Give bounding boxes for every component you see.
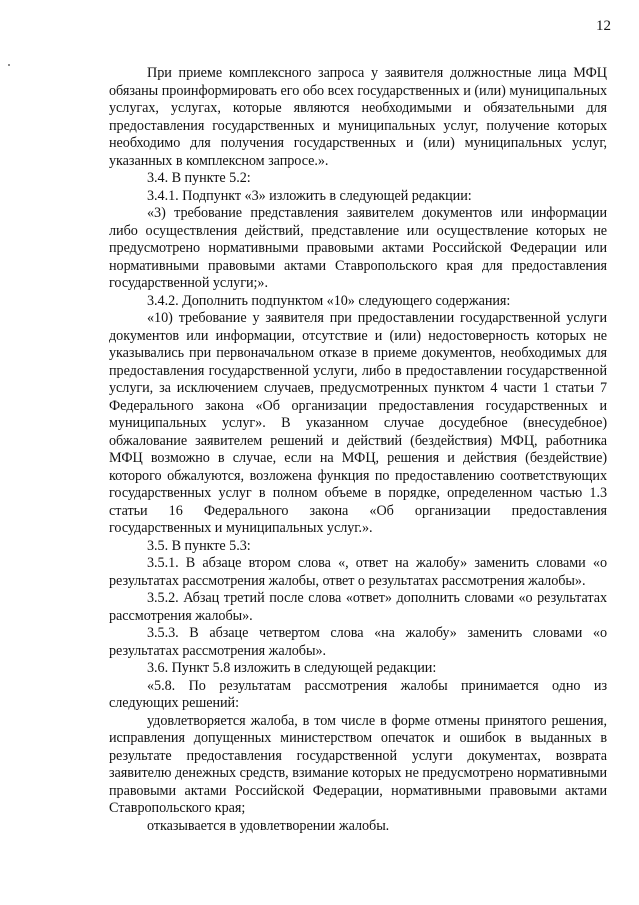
paragraph: «10) требование у заявителя при предоставлении государственной услуги документов или информации, отсутствие и (или) недостоверность которых не указывались при первоначальном отказе в приеме документов, необходимых для предоставления государственной услуги, либо в предоставлении государственной услуги, за исключением случаев, предусмотренных пунктом 4 части 1 статьи 7 Федерального закона «Об организации предоставления государственных и муниципальных услуг». В указанном случае досудебное (внесудебное) обжалование заявителем решений и действий (бездействия) МФЦ, работника МФЦ возможно в случае, если на МФЦ, решения и действия (бездействие) которого обжалуются, возложена функция по предоставлению соответствующих государственных услуг в полном объеме в порядке, определенном частью 1.3 статьи 16 Федерального закона «Об организации предоставления государственных и муниципальных услуг.».: [109, 310, 607, 536]
paragraph: 3.4. В пункте 5.2:: [147, 170, 251, 186]
paragraph: 3.4.1. Подпункт «3» изложить в следующей редакции:: [147, 187, 472, 204]
paragraph: отказывается в удовлетворении жалобы.: [147, 817, 390, 834]
paragraph: 3.5.1. В абзаце втором слова «, ответ на жалобу» заменить словами «о результатах рассмотрения жалобы, ответ о результатах рассмотрения жалобы».: [109, 555, 607, 589]
paragraph: «3) требование представления заявителем документов или информации либо осуществления действий, представление или осуществление которых не предусмотрено нормативными правовыми актами Российской Федерации или нормативными правовыми актами Ставропольского края для предоставления государственной услуги;».: [109, 205, 607, 291]
document-body: [109, 65, 607, 835]
page-number: 12: [596, 18, 611, 34]
paragraph: «5.8. По результатам рассмотрения жалобы принимается одно из следующих решений:: [109, 677, 607, 711]
scan-speck: [8, 64, 10, 66]
paragraph: 3.5.3. В абзаце четвертом слова «на жалобу» заменить словами «о результатах рассмотрения жалобы».: [109, 625, 607, 659]
paragraph: 3.5.2. Абзац третий после слова «ответ» дополнить словами «о результатах рассмотрения жалобы».: [109, 590, 607, 624]
paragraph: удовлетворяется жалоба, в том числе в форме отмены принятого решения, исправления допущенных министерством опечаток и ошибок в выданных в результате предоставления государственной услуги документах, возврата заявителю денежных средств, взимание которых не предусмотрено нормативными правовыми актами Российской Федерации, нормативными правовыми актами Ставропольского края;: [109, 712, 607, 816]
paragraph: При приеме комплексного запроса у заявителя должностные лица МФЦ обязаны проинформировать его обо всех государственных и (или) муниципальных услугах, услугах, которые являются необходимыми и обязательными для предоставления государственных и муниципальных услуг, получение которых необходимо для получения государственных и (или) муниципальных услуг, указанных в комплексном запросе.».: [109, 65, 607, 169]
paragraph: 3.5. В пункте 5.3:: [147, 537, 251, 554]
paragraph: 3.6. Пункт 5.8 изложить в следующей редакции:: [147, 660, 437, 676]
paragraph: 3.4.2. Дополнить подпунктом «10» следующего содержания:: [147, 292, 511, 309]
